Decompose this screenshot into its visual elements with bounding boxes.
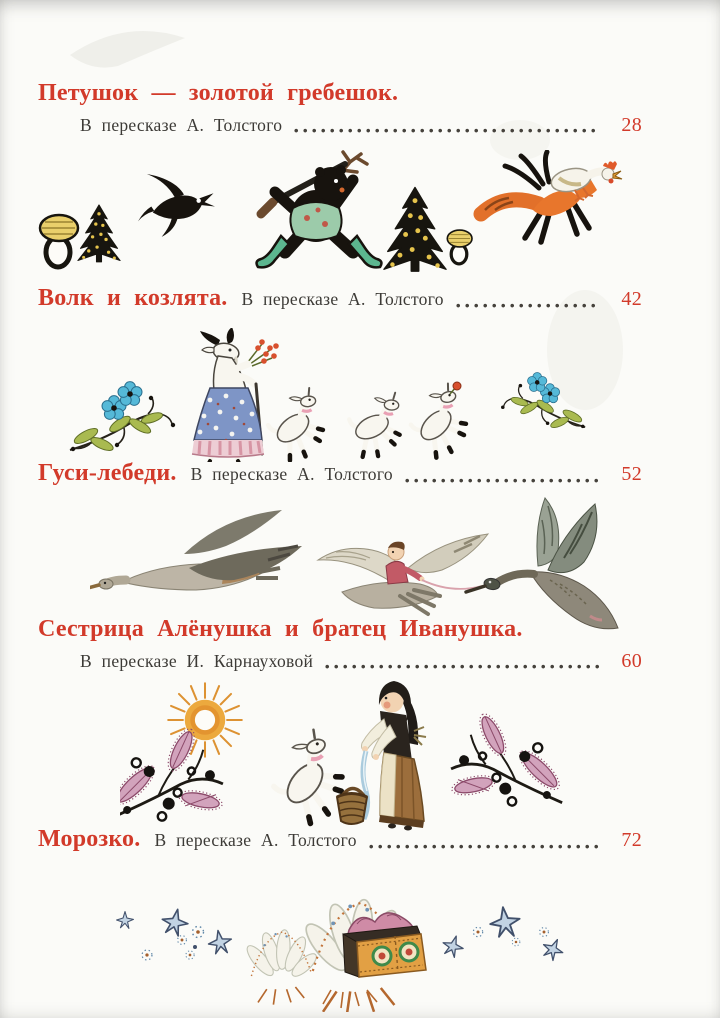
goose-with-boy-figure bbox=[318, 534, 488, 614]
toc-entry-page-number: 42 bbox=[621, 288, 642, 310]
golden-ring-icon bbox=[447, 230, 472, 264]
toc-entry-page-number: 72 bbox=[621, 829, 642, 851]
leader-dots bbox=[456, 303, 600, 308]
toc-entry-page-number: 52 bbox=[621, 463, 642, 485]
sparkle-dot-icon bbox=[142, 950, 152, 960]
fir-tree-icon bbox=[78, 205, 120, 262]
leader-dots bbox=[405, 478, 600, 483]
star-icon bbox=[539, 935, 567, 963]
toc-entry-subtitle: В пересказе А. Толстого bbox=[190, 464, 393, 484]
sparkle-dot-icon bbox=[186, 951, 194, 959]
toc-entry-subtitle: В пересказе А. Толстого bbox=[154, 830, 357, 850]
illustration-cockerel-scene bbox=[35, 150, 645, 282]
toc-entry-title: Волк и козлята. bbox=[38, 285, 228, 311]
berry-sprig-icon bbox=[448, 707, 571, 811]
flower-sprig-icon bbox=[70, 382, 175, 453]
red-flower-icon bbox=[450, 382, 461, 394]
toc-entry-title: Морозко. bbox=[38, 826, 141, 852]
toc-entry-sestritsa bbox=[38, 616, 642, 673]
toc-entry-title: Гуси-лебеди. bbox=[38, 460, 177, 486]
toc-entry-title: Сестрица Алёнушка и братец Иванушка. bbox=[38, 616, 523, 642]
toc-entry-petushok bbox=[38, 80, 642, 137]
illustration-geese-scene bbox=[90, 488, 640, 636]
basket bbox=[337, 788, 367, 824]
toc-entry-subtitle: В пересказе А. Толстого bbox=[80, 114, 283, 135]
frost-plant-icon bbox=[243, 929, 320, 1004]
toc-entry-gusi bbox=[38, 460, 642, 487]
flying-goose-figure bbox=[90, 510, 302, 590]
illustration-morozko-scene bbox=[95, 872, 655, 1012]
kid-goat-icon bbox=[346, 392, 408, 460]
kid-goat-icon bbox=[402, 382, 479, 462]
star-icon bbox=[488, 905, 522, 939]
star-icon bbox=[160, 907, 191, 938]
sparkle-dot-icon bbox=[512, 938, 520, 946]
bear-with-gun-figure bbox=[257, 152, 382, 267]
girl-alyonushka-figure bbox=[362, 681, 427, 831]
ghost-shape bbox=[70, 31, 185, 68]
leader-dots bbox=[294, 128, 600, 133]
leader-dots bbox=[369, 844, 600, 849]
golden-ring-icon bbox=[40, 215, 78, 267]
toc-entry-subtitle: В пересказе И. Карнауховой bbox=[80, 650, 314, 671]
sparkle-dot-icon bbox=[473, 927, 482, 936]
illustration-goat-scene bbox=[60, 328, 640, 462]
toc-entry-volk bbox=[38, 285, 642, 312]
toc-entry-morozko bbox=[38, 826, 642, 853]
leader-dots bbox=[325, 664, 600, 669]
mother-goat-figure bbox=[192, 328, 279, 462]
fox-with-cockerel-figure bbox=[481, 152, 622, 242]
star-icon bbox=[206, 928, 233, 955]
illustration-alyonushka-scene bbox=[120, 675, 645, 831]
treasure-chest bbox=[343, 913, 426, 977]
goose-wings-raised-figure bbox=[466, 498, 618, 629]
fir-tree-icon bbox=[384, 187, 446, 271]
sparkle-dot-icon bbox=[193, 945, 197, 949]
sparkle-dot-icon bbox=[178, 936, 187, 945]
crow-figure bbox=[138, 174, 215, 237]
kid-goat-icon bbox=[261, 387, 335, 462]
flower-sprig-icon bbox=[501, 372, 585, 429]
sparkle-dot-icon bbox=[540, 928, 549, 937]
sparkle-dot-icon bbox=[193, 927, 204, 938]
toc-entry-page-number: 28 bbox=[621, 113, 642, 136]
star-icon bbox=[440, 933, 466, 959]
toc-entry-page-number: 60 bbox=[621, 649, 642, 672]
toc-entry-subtitle: В пересказе А. Толстого bbox=[241, 289, 444, 309]
toc-entry-title: Петушок — золотой гребешок. bbox=[38, 80, 399, 106]
star-icon bbox=[117, 912, 134, 929]
